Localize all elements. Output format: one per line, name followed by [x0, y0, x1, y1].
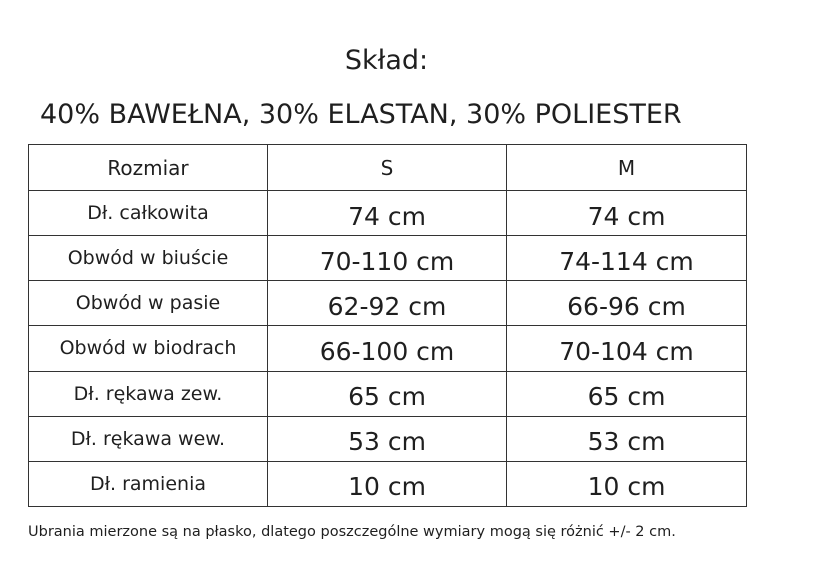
composition-text: 40% BAWEŁNA, 30% ELASTAN, 30% POLIESTER	[40, 99, 682, 130]
value-m: 70-104 cm	[507, 326, 747, 371]
value-m: 74 cm	[507, 191, 747, 236]
row-label: Dł. rękawa zew.	[29, 371, 268, 416]
table-row	[29, 326, 747, 371]
value-s: 53 cm	[268, 416, 507, 461]
row-label: Obwód w biuście	[29, 236, 268, 281]
value-m: 66-96 cm	[507, 281, 747, 326]
value-s: 62-92 cm	[268, 281, 507, 326]
table-header-row	[29, 145, 747, 191]
table-row	[29, 371, 747, 416]
table-row	[29, 191, 747, 236]
row-label: Dł. ramienia	[29, 461, 268, 506]
row-label: Obwód w pasie	[29, 281, 268, 326]
table-row	[29, 416, 747, 461]
measurement-note: Ubrania mierzone są na płasko, dlatego poszczególne wymiary mogą się różnić +/- 2 cm.	[28, 524, 676, 540]
value-s: 10 cm	[268, 461, 507, 506]
value-s: 65 cm	[268, 371, 507, 416]
page-title: Skład:	[344, 45, 429, 76]
value-s: 66-100 cm	[268, 326, 507, 371]
table-row	[29, 461, 747, 506]
row-label: Dł. rękawa wew.	[29, 416, 268, 461]
value-m: 53 cm	[507, 416, 747, 461]
value-s: 74 cm	[268, 191, 507, 236]
row-label: Obwód w biodrach	[29, 326, 268, 371]
table-row	[29, 236, 747, 281]
row-label: Dł. całkowita	[29, 191, 268, 236]
value-m: 65 cm	[507, 371, 747, 416]
value-m: 74-114 cm	[507, 236, 747, 281]
size-table	[28, 144, 747, 507]
value-s: 70-110 cm	[268, 236, 507, 281]
value-m: 10 cm	[507, 461, 747, 506]
header-s: S	[268, 145, 507, 191]
header-m: M	[507, 145, 747, 191]
table-row	[29, 281, 747, 326]
header-size: Rozmiar	[29, 145, 268, 191]
